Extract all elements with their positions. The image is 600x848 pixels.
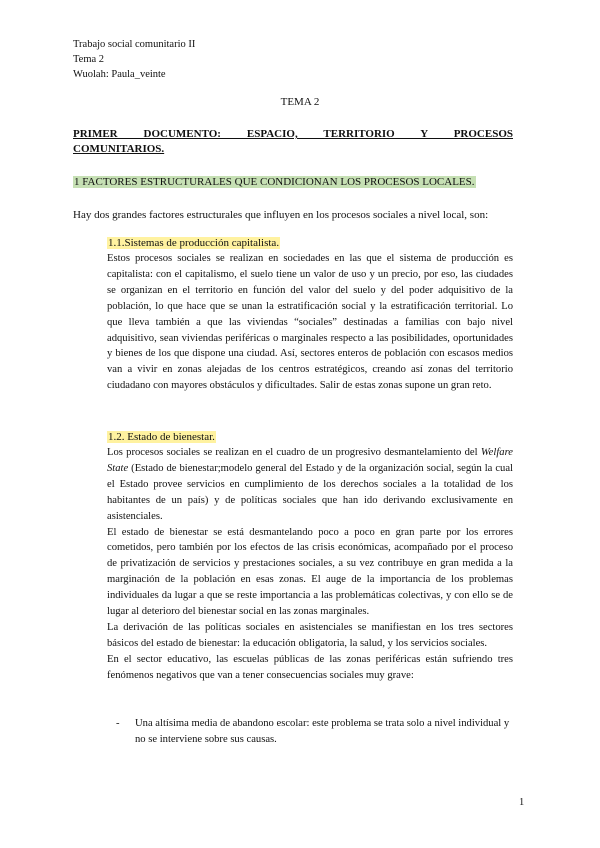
welfare-paragraph-4: En el sector educativo, las escuelas públicas de las zonas periféricas están sufriendo tres fenómenos negativos que van a tener consecuencias sociales muy grave:	[107, 653, 513, 681]
header-author: Wuolah: Paula_veinte	[73, 69, 166, 80]
page-title: TEMA 2	[280, 96, 320, 108]
document-heading-line1: PRIMER DOCUMENTO: ESPACIO, TERRITORIO Y PROCESOS	[73, 128, 513, 140]
page-number: 1	[519, 797, 525, 808]
subsection-capitalism	[107, 236, 513, 394]
welfare-paragraph-1	[107, 445, 513, 525]
section-heading-text: 1 FACTORES ESTRUCTURALES QUE CONDICIONAN LOS PROCESOS LOCALES.	[74, 176, 475, 188]
welfare-paragraph-3: La derivación de las políticas sociales en asistenciales se manifiestan en los tres sectores básicos del estado de bienestar: la educación obligatoria, la salud, y los servicios sociales.	[107, 621, 513, 649]
document-heading-line2: COMUNITARIOS.	[73, 143, 165, 155]
list-item	[116, 716, 513, 748]
header-topic: Tema 2	[73, 54, 105, 65]
italic-term: Welfare State	[107, 447, 513, 474]
paragraph-text: Los procesos sociales se realizan en el cuadro de un progresivo desmantelamiento del	[107, 447, 481, 458]
subsection-welfare	[107, 430, 513, 684]
subsection-title-text: 1.2. Estado de bienestar.	[108, 431, 215, 443]
header-course: Trabajo social comunitario II	[73, 39, 196, 50]
section-heading	[73, 175, 476, 190]
list-bullet: -	[116, 718, 120, 729]
page-header	[73, 37, 195, 82]
subsection-title	[107, 236, 513, 251]
subsection-title	[107, 430, 513, 445]
subsection-title-text: 1.1.Sistemas de producción capitalista.	[108, 237, 280, 249]
intro-paragraph: Hay dos grandes factores estructurales que influyen en los procesos sociales a nivel local, son:	[73, 209, 489, 221]
paragraph-text: (Estado de bienestar;modelo general del Estado y de la organización social, según la cual el Estado provee servicios en cumplimiento de los derechos sociales a la totalidad de los habitantes de un país) y de políticas sociales que han ido derivando exclusivamente en asistenciales.	[107, 462, 513, 522]
list-item-text: Una altísima media de abandono escolar: este problema se trata solo a nivel individual y no se interviene sobre sus causas.	[135, 718, 510, 745]
welfare-paragraph-2: El estado de bienestar se está desmantelando poco a poco en gran parte por los errores cometidos, pero también por los efectos de las crisis económicas, acompañado por el proceso de privatización de servicios y prestaciones sociales, a su vez contribuye en gran medida a la marginación de la población en esas zonas. El auge de la importancia de los problemas individuales da lugar a que se reste importancia a las problemáticas colectivas, y con ello se de lugar al deterioro del bienestar social en las zonas marginales.	[107, 526, 513, 618]
subsection-paragraph: Estos procesos sociales se realizan en sociedades en las que el sistema de producción es capitalista: con el capitalismo, el suelo tiene un valor de uso y un precio, por eso, las ciudades se organizan en el territorio en función del valor del suelo y del poder adquisitivo de la población, lo que hace que se unan la estratificación social y la estratificación territorial. Lo que lleva también a que las viviendas “sociales” destinadas a familias con bajo nivel adquisitivo, sean viviendas periféricas o marginales respecto a las posibilidades, oportunidades y bienes de los que dispone una ciudad. Así, sectores enteros de población con escasos medios van a vivir en zonas alejadas de los centros estratégicos, creando así zonas del territorio ciudadano con mayores obstáculos y dificultades. Salir de estas zonas supone un gran reto.	[107, 253, 513, 392]
